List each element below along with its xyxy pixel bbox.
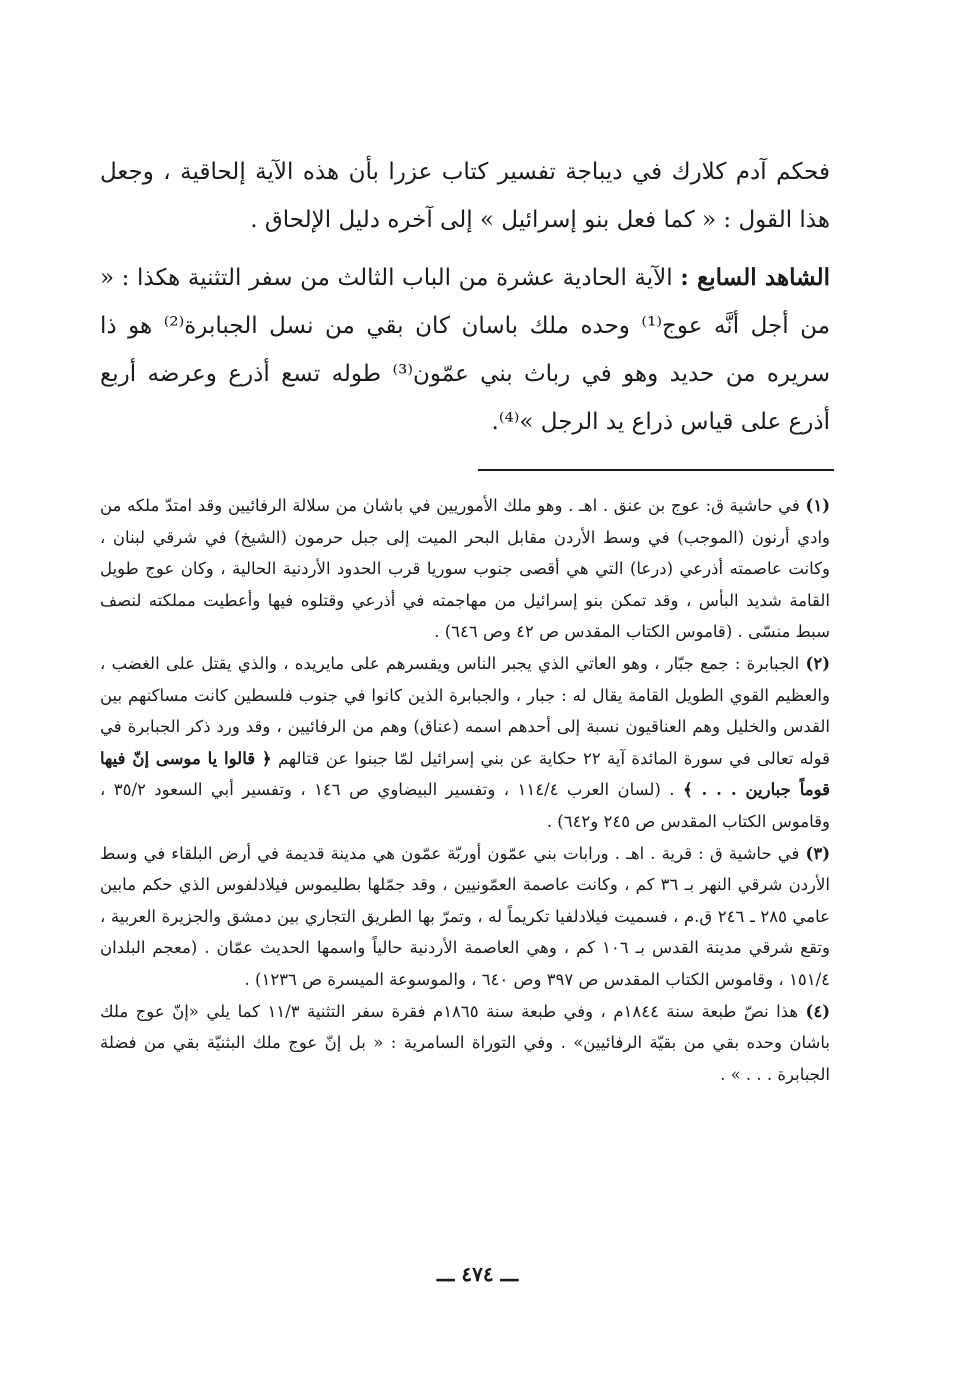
- quran-verse: ﴿ قالوا يا موسى إنّ فيها قوماً جبارين . . . ﴾: [100, 748, 830, 800]
- footnotes: [100, 490, 830, 1090]
- paragraph-clarke: فحكم آدم كلارك في ديباجة تفسير كتاب عزرا بأن هذه الآية إلحاقية ، وجعل هذا القول : « كما فعل بنو إسرائيل » إلى آخره دليل الإلحاق .: [100, 159, 830, 233]
- footnote-number: (١): [805, 496, 830, 515]
- footnote-text: الجبابرة : جمع جبّار ، وهو العاتي الذي يجبر الناس ويقسرهم على مايريده ، والذي يقتل على الغضب ، والعظيم القوي الطويل القامة يقال له : جبار ، والجبابرة الذين كانوا في جنوب فلسطين كانت مساكنهم بين القدس والخليل وهم العناقيون نسبة إلى أحدهم اسمه (عناق) وهم من الرفائيين ، وقد ورد ذكر الجبابرة في قوله تعالى في سورة المائدة آية ٢٢ حكاية عن بني إسرائيل لمّا جبنوا عن قتالهم: [100, 653, 831, 768]
- footnote-number: (٤): [805, 1001, 830, 1021]
- paragraph-seventh-witness: [100, 254, 830, 446]
- footnote-text: هذا نصّ طبعة سنة ١٨٤٤م ، وفي طبعة سنة ١٨٦٥م فقرة سفر التثنية ١١/٣ كما يلي «إنّ عوج ملك باشان وحده بقي من بقيّة الرفائيين» . وفي التوراة السامرية : « بل إنّ عوج ملك البثنيّة بقي من فضلة الجبابرة . . . » .: [100, 1001, 830, 1084]
- main-text: [100, 148, 830, 446]
- footnote-3: [100, 838, 830, 996]
- footnote-text: في حاشية ق : قرية . اهـ . ورابات بني عمّون أوربّة عمّون هي مدينة قديمة في أرض البلقاء في وسط الأردن شرقي النهر بـ ٣٦ كم ، وكانت عاصمة العمّونيين ، وقد جمّلها بطليموس فيلادلفوس الذي حكم مابين عامي ٢٨٥ ـ ٢٤٦ ق.م ، فسميت فيلادلفيا تكريماً له ، وتمرّ بها الطريق التجاري بين دمشق والجزيرة العربية ، وتقع شرقي مدينة القدس بـ ١٠٦ كم ، وهي العاصمة الأردنية حالياً واسمها الحديث عمّان . (معجم البلدان ١٥١/٤ ، وقاموس الكتاب المقدس ص ٣٩٧ وص ٦٤٠ ، والموسوعة الميسرة ص ١٢٣٦) .: [100, 843, 830, 989]
- footnote-separator: [478, 469, 834, 471]
- footnote-1: [100, 490, 830, 648]
- footnote-2: [100, 648, 830, 838]
- footnote-text-continued: . (لسان العرب ١١٤/٤ ، وتفسير البيضاوي ص ١٤٦ ، وتفسير أبي السعود ٣٥/٢ ، وقاموس الكتاب المقدس ص ٢٤٥ و٦٤٢) .: [100, 780, 830, 831]
- footnote-number: (٣): [805, 843, 830, 863]
- footnote-text: في حاشية ق: عوج بن عنق . اهـ . وهو ملك الأموريين في باشان من سلالة الرفائيين وقد امتدّ ملكه من وادي أرنون (الموجب) في وسط الأردن مقابل البحر الميت إلى جبل حرمون (الشيخ) في شرقي لبنان ، وكانت عاصمته أذرعي (درعا) التي هي أقصى جنوب سوريا قرب الحدود الأردنية الحالية ، وكان عوج طويل القامة شديد البأس ، وقد تمكن بنو إسرائيل من مهاجمته في أذرعي وقتلوه فيها وأعطيت مملكته لنصف سبط منسّى . (قاموس الكتاب المقدس ص ٤٢ وص ٦٤٦) .: [100, 496, 830, 642]
- witness-text: الآية الحادية عشرة من الباب الثالث من سفر التثنية هكذا : « من أجل أنَّه عوج⁽¹⁾ وحده ملك باسان كان بقي من نسل الجبابرة⁽²⁾ هو ذا سريره من حديد وهو في رباث بني عمّون⁽³⁾ طوله تسع أذرع وعرضه أربع أذرع على قياس ذراع يد الرجل »⁽⁴⁾.: [100, 265, 831, 435]
- page-number: ـــ ٤٧٤ ـــ: [436, 1262, 519, 1286]
- footnote-number: (٢): [805, 653, 830, 673]
- footnote-4: [100, 996, 830, 1091]
- witness-label: الشاهد السابع :: [680, 264, 831, 291]
